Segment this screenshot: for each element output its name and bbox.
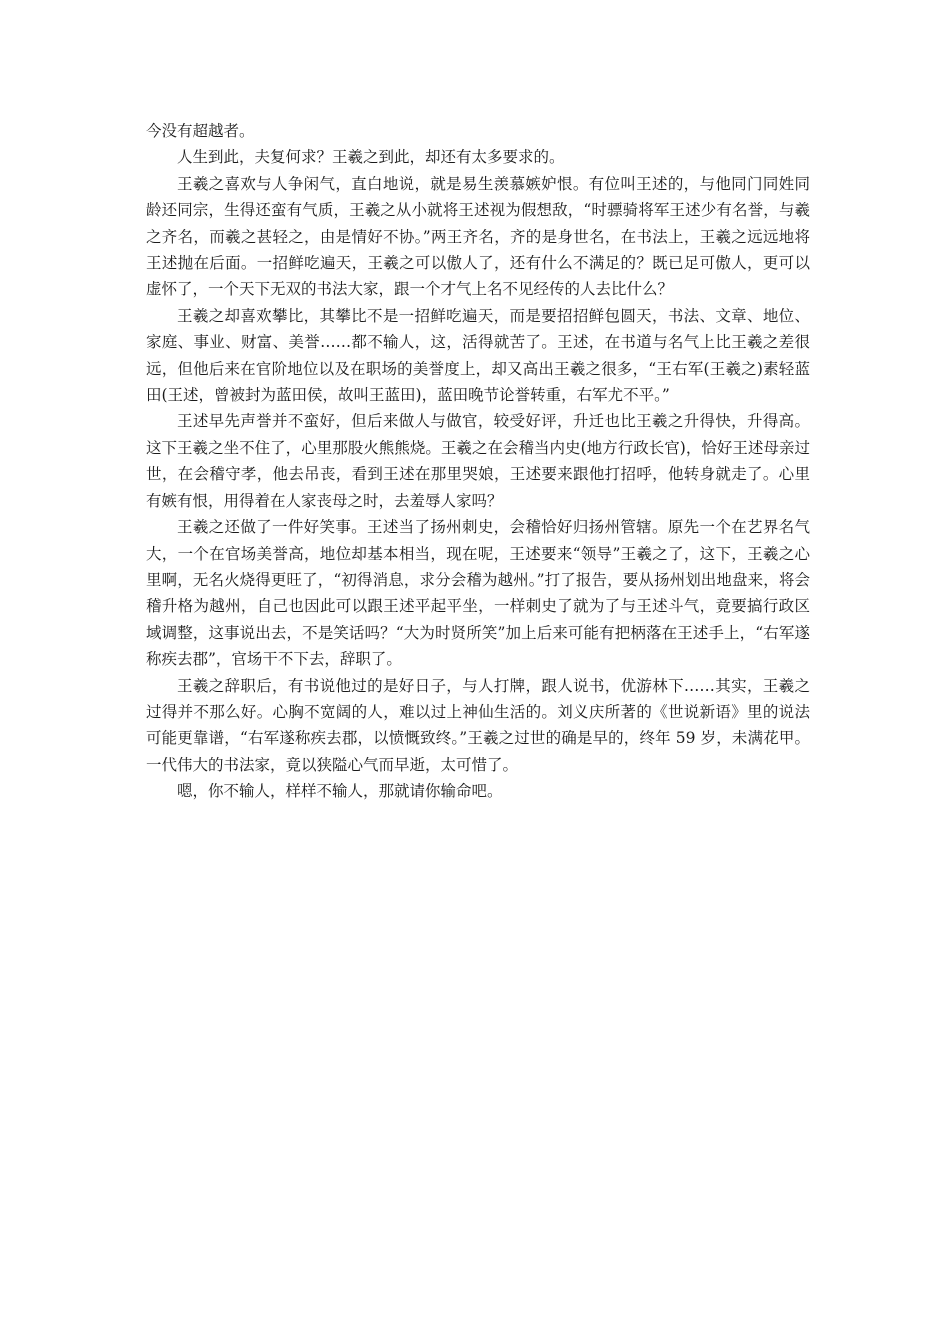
paragraph-6: 王羲之还做了一件好笑事。王述当了扬州刺史，会稽恰好归扬州管辖。原先一个在艺界名气大，一个在官场美誉高，地位却基本相当，现在呢，王述要来“领导”王羲之了，这下，王羲之心里啊，无名火烧得更旺了，“初得消息，求分会稽为越州。”打了报告，要从扬州划出地盘来，将会稽升格为越州，自己也因此可以跟王述平起平坐，一样刺史了就为了与王述斗气，竟要搞行政区域调整，这事说出去，不是笑话吗？“大为时贤所笑”加上后来可能有把柄落在王述手上，“右军遂称疾去郡”，官场干不下去，辞职了。 xyxy=(146,518,810,669)
paragraph-7: 王羲之辞职后，有书说他过的是好日子，与人打牌，跟人说书，优游林下……其实，王羲之过得并不那么好。心胸不宽阔的人，难以过上神仙生活的。刘义庆所著的《世说新语》里的说法可能更靠谱，“右军遂称疾去郡，以愤慨致终。”王羲之过世的确是早的，终年 59 岁，未满花甲。一代伟大的书法家，竟以狭隘心气而早逝，太可惜了。 xyxy=(146,676,810,774)
paragraph-5: 王述早先声誉并不蛮好，但后来做人与做官，较受好评，升迁也比王羲之升得快，升得高。这下王羲之坐不住了，心里那股火熊熊烧。王羲之在会稽当内史(地方行政长官)，恰好王述母亲过世，在会稽守孝，他去吊丧，看到王述在那里哭娘，王述要来跟他打招呼，他转身就走了。心里有嫉有恨，用得着在人家丧母之时，去羞辱人家吗？ xyxy=(146,412,810,510)
paragraph-3: 王羲之喜欢与人争闲气，直白地说，就是易生羡慕嫉妒恨。有位叫王述的，与他同门同姓同龄还同宗，生得还蛮有气质，王羲之从小就将王述视为假想敌，“时骠骑将军王述少有名誉，与羲之齐名，而羲之甚轻之，由是情好不协。”两王齐名，齐的是身世名，在书法上，王羲之远远地将王述抛在后面。一招鲜吃遍天，王羲之可以傲人了，还有什么不满足的？既已足可傲人，更可以虚怀了，一个天下无双的书法大家，跟一个才气上名不见经传的人去比什么？ xyxy=(146,174,810,299)
paragraph-2: 人生到此，夫复何求？王羲之到此，却还有太多要求的。 xyxy=(177,148,565,167)
article-body xyxy=(146,118,810,805)
paragraph-8: 嗯，你不输人，样样不输人，那就请你输命吧。 xyxy=(177,782,503,801)
paragraph-1: 今没有超越者。 xyxy=(146,122,255,140)
paragraph-4: 王羲之却喜欢攀比，其攀比不是一招鲜吃遍天，而是要招招鲜包圆天，书法、文章、地位、家庭、事业、财富、美誉……都不输人，这，活得就苦了。王述，在书道与名气上比王羲之差很远，但他后来在官阶地位以及在职场的美誉度上，却又高出王羲之很多，“王右军(王羲之)素轻蓝田(王述，曾被封为蓝田侯，故叫王蓝田)，蓝田晚节论誉转重，右军尤不平。” xyxy=(146,306,810,405)
